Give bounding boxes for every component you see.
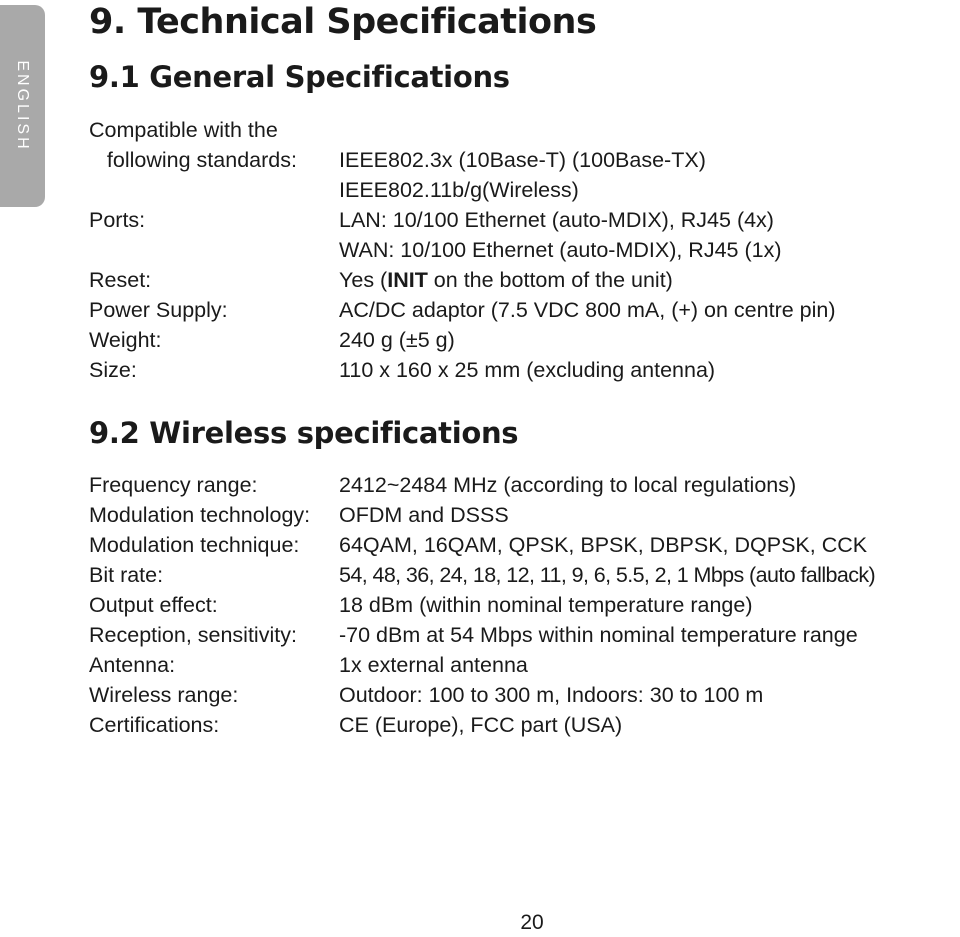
spec-value: CE (Europe), FCC part (USA) (339, 713, 623, 737)
language-tab-label: ENGLISH (14, 60, 31, 152)
spec-label: Bit rate: (89, 563, 164, 587)
spec-value: OFDM and DSSS (339, 503, 509, 527)
spec-row (89, 530, 959, 560)
page-number: 20 (520, 911, 544, 934)
spec-value: 54, 48, 36, 24, 18, 12, 11, 9, 6, 5.5, 2, 1 Mbps (auto fallback) (339, 563, 876, 587)
spec-row (89, 355, 959, 385)
spec-label: Frequency range: (89, 473, 258, 497)
spec-row (89, 295, 959, 325)
spec-row (89, 590, 959, 620)
spec-label: Reception, sensitivity: (89, 623, 297, 647)
spec-value: 18 dBm (within nominal temperature range) (339, 593, 753, 617)
spec-row (89, 560, 959, 590)
spec-label: Power Supply: (89, 298, 228, 322)
spec-row (89, 265, 959, 295)
spec-label: Compatible with the (89, 118, 278, 142)
spec-label: Output effect: (89, 593, 218, 617)
spec-label: Ports: (89, 208, 146, 232)
spec-value: 64QAM, 16QAM, QPSK, BPSK, DBPSK, DQPSK, CCK (339, 533, 868, 557)
spec-label: Modulation technology: (89, 503, 311, 527)
spec-label: following standards: (89, 148, 297, 172)
spec-row (89, 650, 959, 680)
spec-row (89, 680, 959, 710)
spec-value (339, 265, 673, 295)
spec-row (89, 620, 959, 650)
spec-value: 110 x 160 x 25 mm (excluding antenna) (339, 358, 716, 382)
spec-row (89, 145, 959, 175)
spec-value-text: on the bottom of the unit) (427, 268, 673, 292)
section-title-wireless: 9.2 Wireless specifications (89, 416, 519, 450)
spec-label: Certifications: (89, 713, 220, 737)
spec-value: LAN: 10/100 Ethernet (auto-MDIX), RJ45 (4x) (339, 208, 774, 232)
spec-value: -70 dBm at 54 Mbps within nominal temperature range (339, 623, 858, 647)
spec-row (89, 115, 959, 145)
spec-value: Outdoor: 100 to 300 m, Indoors: 30 to 100 m (339, 683, 764, 707)
spec-label: Size: (89, 358, 137, 382)
spec-value: IEEE802.11b/g(Wireless) (339, 178, 579, 202)
spec-value: 2412~2484 MHz (according to local regulations) (339, 473, 797, 497)
spec-row (89, 235, 959, 265)
spec-label: Antenna: (89, 653, 176, 677)
spec-value: AC/DC adaptor (7.5 VDC 800 mA, (+) on centre pin) (339, 298, 836, 322)
spec-label: Weight: (89, 328, 162, 352)
spec-row (89, 175, 959, 205)
spec-row (89, 325, 959, 355)
spec-value: 240 g (±5 g) (339, 328, 455, 352)
spec-value: IEEE802.3x (10Base-T) (100Base-TX) (339, 148, 706, 172)
spec-label: Reset: (89, 268, 152, 292)
spec-value: WAN: 10/100 Ethernet (auto-MDIX), RJ45 (1x) (339, 238, 782, 262)
init-button-name: INIT (387, 268, 428, 292)
spec-value-text: Yes ( (339, 268, 388, 292)
spec-row (89, 710, 959, 740)
page-title: 9. Technical Specifications (89, 2, 597, 42)
spec-row (89, 500, 959, 530)
spec-label: Wireless range: (89, 683, 239, 707)
language-tab (0, 5, 45, 207)
spec-value: 1x external antenna (339, 653, 528, 677)
section-title-general: 9.1 General Specifications (89, 60, 510, 94)
spec-row (89, 470, 959, 500)
spec-label: Modulation technique: (89, 533, 300, 557)
spec-row (89, 205, 959, 235)
